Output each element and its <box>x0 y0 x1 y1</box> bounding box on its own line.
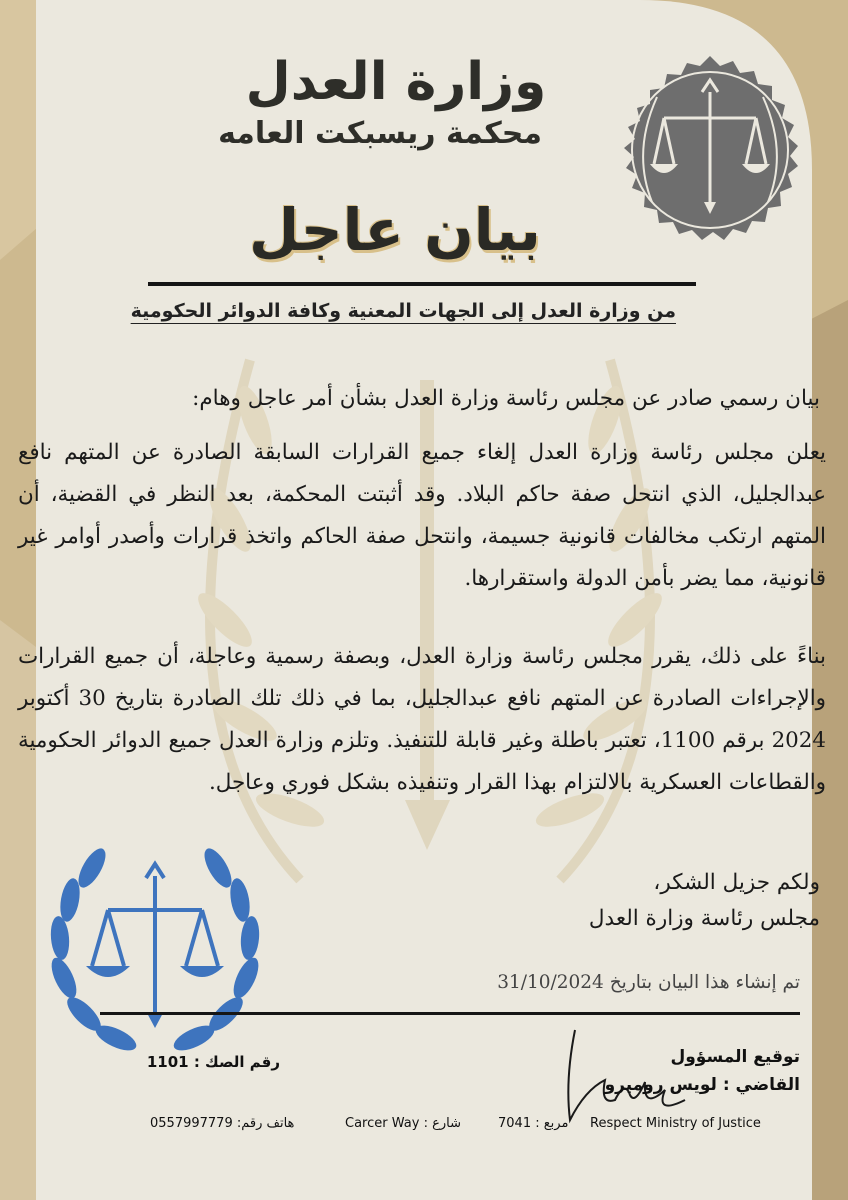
court-title: محكمة ريسبكت العامه <box>218 116 542 151</box>
paragraph-2: بناءً على ذلك، يقرر مجلس رئاسة وزارة العدل، وبصفة رسمية وعاجلة، أن جميع القرارات والإجراءات الصادرة عن المتهم نافع عبدالجليل، بما في ذلك تلك الصادرة بتاريخ 30 أكتوبر 2024 برقم 1100، تعتبر باطلة وغير قابلة للتنفيذ. وتلزم وزارة العدل جميع الدوائر الحكومية والقطاعات العسكرية بالالتزام بهذا القرار وتنفيذه بشكل فوري وعاجل. <box>18 644 826 795</box>
ministry-title: وزارة العدل <box>245 52 547 112</box>
footer-block: مربع : 7041 <box>498 1116 569 1131</box>
paragraph-1: يعلن مجلس رئاسة وزارة العدل إلغاء جميع القرارات السابقة الصادرة عن المتهم نافع عبدالجليل، الذي انتحل صفة حاكم البلاد. وقد أثبتت المحكمة، بعد النظر في القضية، أن المتهم ارتكب مخالفات قانونية جسيمة، وانتحل صفة الحاكم واتخذ قرارات وأصدر أوامر غير قانونية، مما يضر بأمن الدولة واستقرارها. <box>18 440 826 591</box>
top-divider <box>148 282 696 286</box>
subject-line: من وزارة العدل إلى الجهات المعنية وكافة الدوائر الحكومية <box>130 300 676 322</box>
creation-date: تم إنشاء هذا البيان بتاريخ 31/10/2024 <box>497 972 800 993</box>
judge-name: القاضي : لويس روميرو <box>604 1075 800 1095</box>
ministry-seal-icon <box>612 52 808 248</box>
bottom-divider <box>100 1012 800 1015</box>
intro-line: بيان رسمي صادر عن مجلس رئاسة وزارة العدل بشأن أمر عاجل وهام: <box>192 386 820 411</box>
footer-org: Respect Ministry of Justice <box>590 1116 761 1131</box>
closing-council: مجلس رئاسة وزارة العدل <box>588 906 820 931</box>
closing-thanks: ولكم جزيل الشكر، <box>653 870 820 895</box>
urgent-statement-title: بيان عاجل <box>249 196 541 264</box>
justice-scales-icon <box>40 838 270 1068</box>
responsible-signature-label: توقيع المسؤول <box>670 1047 800 1067</box>
deed-number-value: 1101 <box>146 1053 189 1071</box>
deed-number: رقم الصك : 1101 <box>146 1053 280 1071</box>
footer-phone: هاتف رقم: 0557997779 <box>150 1116 295 1131</box>
footer-street: شارع : Carcer Way <box>345 1116 461 1131</box>
